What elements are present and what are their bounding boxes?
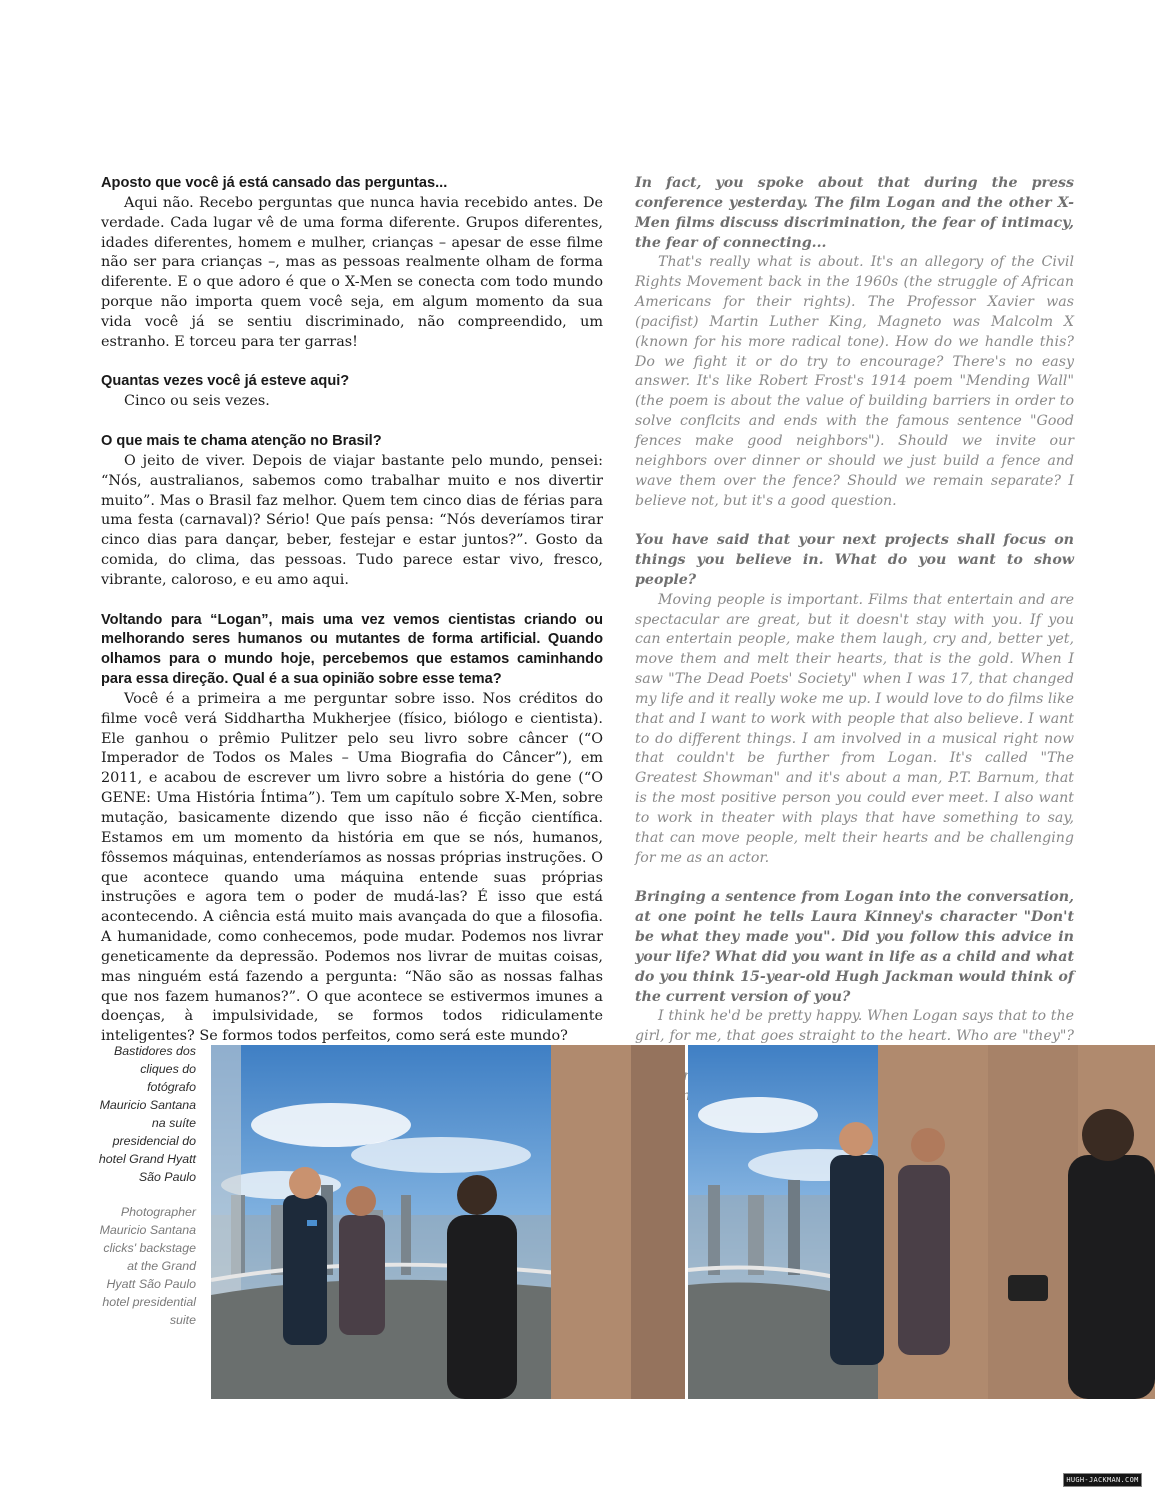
photographer (339, 1215, 385, 1335)
interview-answer: I think he'd be pretty happy. When Logan says that to the girl, for me, that goes straight to the heart. Who are "they"? (635, 1008, 1074, 1045)
interview-question: Quantas vezes você já esteve aqui? (101, 373, 350, 390)
assistant (1068, 1155, 1155, 1399)
interview-question: Voltando para “Logan”, mais uma vez vemos cientistas criando ou melhorando seres humanos ou mutantes de forma artificial. Quando olhamos para o mundo hoje, percebemos que estamos caminhando para essa direção. Qual é a sua opinião sobre esse tema? (101, 611, 603, 688)
interview-question: You have said that your next projects shall focus on things you believe in. What do you want to show people? (635, 532, 1074, 588)
backstage-photo-1 (211, 1045, 685, 1399)
interview-question: O que mais te chama atenção no Brasil? (101, 432, 382, 449)
photo-caption-english: Photographer Mauricio Santana clicks' backstage at the Grand Hyatt São Paulo hotel presidential suite (99, 1205, 196, 1327)
interview-answer: Moving people is important. Films that entertain and are spectacular are great, but it doesn't stay with you. If you can entertain people, make them laugh, cry and, better yet, move them and melt their hearts, that is the gold. When I saw "The Dead Poets' Society" when I was 17, that changed my life and it really woke me up. I would love to do films like that and I want to work with people that also believe. I want to do different things. I am involved in a musical right now that couldn't be further from Logan. It's called "The Greatest Showman" and it's about a man, P.T. Barnum, that is the most positive person you could ever meet. I also want to work in theater with plays that have something to say, that can move people, melt their hearts and be challenging for me as an actor. (635, 591, 1074, 866)
article-column-english (635, 174, 1074, 1127)
photographer (898, 1165, 950, 1355)
camera (1008, 1275, 1048, 1301)
article-column-portuguese (101, 174, 603, 1067)
interview-answer: Cinco ou seis vezes. (124, 393, 270, 410)
interview-question: Aposto que você já está cansado das perguntas... (101, 175, 448, 191)
qa-block (635, 174, 1074, 511)
qa-block (101, 174, 603, 353)
photo-illustration (211, 1045, 685, 1399)
interview-answer: O jeito de viver. Depois de viajar bastante pelo mundo, pensei: “Nós, australianos, sabemos como trabalhar muito e nos divertir muito”. Mas o Brasil faz melhor. Quem tem cinco dias de férias para uma festa (carnaval)? Sério! Que país pensa: “Nós deveríamos tirar cinco dias para dançar, beber, festejar e estar juntos?”. Gosto da comida, do clima, das pessoas. Tudo parece estar vivo, fresco, vibrante, caloroso, e eu amo aqui. (101, 452, 603, 588)
photo-illustration (688, 1045, 1155, 1399)
interview-question: In fact, you spoke about that during the press conference yesterday. The film Logan and the other X-Men films discuss discrimination, the fear of intimacy, the fear of connecting... (635, 175, 1074, 251)
man-in-suit (830, 1155, 884, 1365)
interview-answer: Aqui não. Recebo perguntas que nunca havia recebido antes. De verdade. Cada lugar vê de uma forma diferente. Grupos diferentes, idades diferentes, homem e mulher, crianças – apesar de esse filme não ser para crianças –, mas as pessoas realmente olham de forma diferente. E o que adoro é que o X-Men se conecta com todo mundo porque não importa quem você seja, em algum momento da sua vida você já se sentiu discriminado, não compreendido, um estranho. E torceu para ter garras! (101, 194, 603, 350)
qa-block (101, 372, 603, 412)
interview-question: Bringing a sentence from Logan into the conversation, at one point he tells Laura Kinney's character "Don't be what they made you". Did you follow this advice in your life? What did you want in life as a child and what do you think 15-year-old Hugh Jackman would think of the current version of you? (635, 889, 1074, 1005)
watermark-logo: HUGH-JACKMAN.COM (1063, 1473, 1142, 1487)
qa-block (101, 432, 603, 591)
assistant (447, 1215, 517, 1399)
photo-caption-portuguese: Bastidores dos cliques do fotógrafo Mauricio Santana na suíte presidencial do hotel Grand Hyatt São Paulo (98, 1044, 196, 1184)
interview-answer: That's really what is about. It's an allegory of the Civil Rights Movement back in the 1960s (the struggle of African Americans for their rights). The Professor Xavier was (pacifist) Martin Luther King, Magneto was Malcolm X (known for his more radical tone). How do we handle this? Do we fight it or do try to encourage? There's no easy answer. It's like Robert Frost's 1914 poem "Mending Wall" (the poem is about the value of building barriers in order to solve conflcits and ends with the famous sentence "Good fences make good neighbors"). Should we invite our neighbors over dinner or should we just build a fence and wave them over the fence? Should we remain separate? I believe not, but it's a good question. (635, 254, 1074, 509)
man-in-suit (283, 1195, 327, 1345)
interview-answer: Você é a primeira a me perguntar sobre isso. Nos créditos do filme você verá Siddhartha Mukherjee (físico, biólogo e cientista). Ele ganhou o prêmio Pulitzer pelo seu livro sobre câncer (“O Imperador de Todos os Males – Uma Biografia do Câncer”), em 2011, e acabou de escrever um livro sobre a história do gene (“O GENE: Uma História Íntima”). Tem um capítulo sobre X-Men, sobre mutação, basicamente dizendo que isso não é ficção científica. Estamos em um momento da história em que se nós, humanos, fôssemos máquinas, entenderíamos as nossas próprias instruções. O que acontece quando uma máquina entende suas próprias instruções e agora tem o poder de mudá-las? É isso que está acontecendo. A ciência está muito mais avançada do que a filosofia. A humanidade, como conhecemos, pode mudar. Podemos nos livrar geneticamente da depressão. Podemos nos livrar de muitas coisas, mas ninguém está fazendo a pergunta: “Não são as nossas falhas que nos fazem humanos?”. O que acontece se estivermos imunes a doenças, à impulsividade, se formos todos ridiculamente inteligentes? Se formos todos perfeitos, como será este mundo? (101, 690, 603, 1045)
backstage-photo-2 (688, 1045, 1155, 1399)
qa-block (635, 531, 1074, 868)
qa-block (101, 611, 603, 1048)
